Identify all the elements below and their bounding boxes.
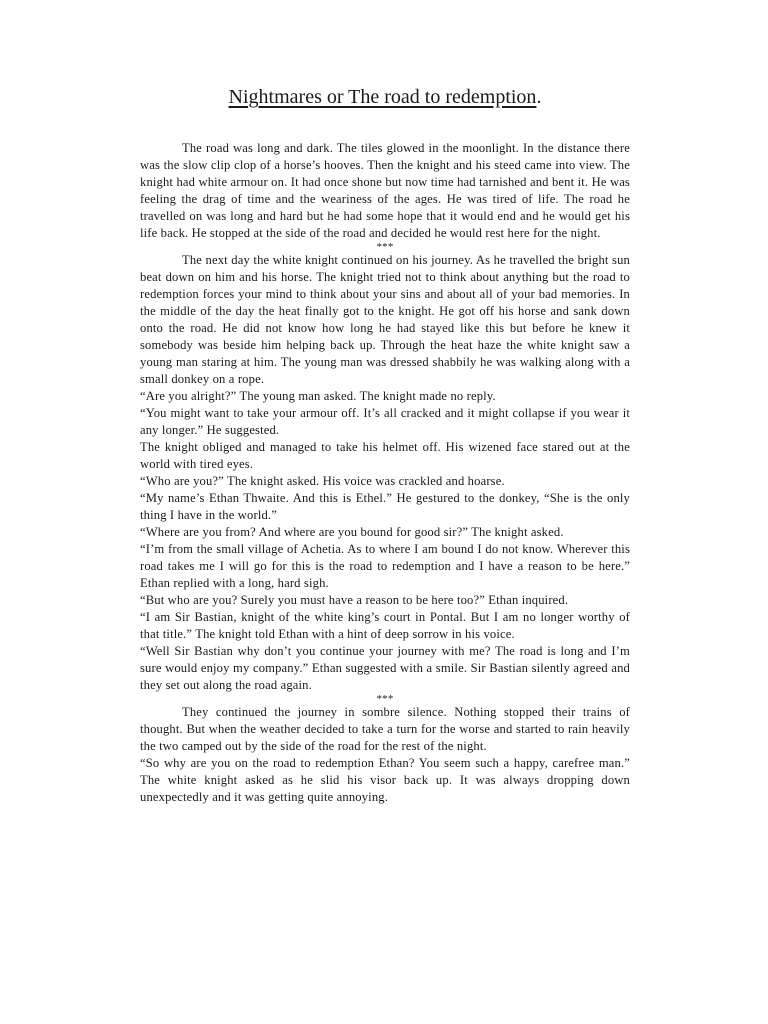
dialogue-line: “My name’s Ethan Thwaite. And this is Ethel.” He gestured to the donkey, “She is the only thing I have in the world.” [140, 491, 630, 522]
dialogue-line: “Who are you?” The knight asked. His voice was crackled and hoarse. [140, 474, 505, 488]
page-title [140, 84, 630, 110]
dialogue-line: “You might want to take your armour off. It’s all cracked and it might collapse if you wear it any longer.” He suggested. [140, 406, 630, 437]
dialogue-line: “I am Sir Bastian, knight of the white king’s court in Pontal. But I am no longer worthy of that title.” The knight told Ethan with a hint of deep sorrow in his voice. [140, 610, 630, 641]
paragraph: The knight obliged and managed to take his helmet off. His wizened face stared out at the world with tired eyes. [140, 440, 630, 471]
paragraph: They continued the journey in sombre silence. Nothing stopped their trains of thought. But when the weather decided to take a turn for the worse and started to rain heavily the two camped out by the side of the road for the rest of the night. [140, 705, 630, 753]
paragraph: The next day the white knight continued on his journey. As he travelled the bright sun beat down on him and his horse. The knight tried not to think about anything but the road to redemption forces your mind to think about your sins and about all of your bad memories. In the middle of the day the heat finally got to the knight. He got off his horse and sank down onto the road. He did not know how long he had stayed like this but before he knew it somebody was beside him helping back up. Through the heat haze the white knight saw a young man staring at him. The young man was dressed shabbily he was walking along with a small donkey on a rope. [140, 253, 630, 386]
dialogue-line: “So why are you on the road to redemption Ethan? You seem such a happy, carefree man.” The white knight asked as he slid his visor back up. It was always dropping down unexpectedly and it was getting quite annoying. [140, 756, 630, 804]
dialogue-line: “But who are you? Surely you must have a reason to be here too?” Ethan inquired. [140, 593, 569, 607]
dialogue-line: “I’m from the small village of Achetia. As to where I am bound I do not know. Wherever this road takes me I will go for this is the road to redemption and I have a reason to be here.” Ethan replied with a long, hard sigh. [140, 542, 630, 590]
dialogue-line: “Where are you from? And where are you bound for good sir?” The knight asked. [140, 525, 564, 539]
dialogue-line: “Are you alright?” The young man asked. The knight made no reply. [140, 389, 496, 403]
dialogue-line: “Well Sir Bastian why don’t you continue your journey with me? The road is long and I’m sure would enjoy my company.” Ethan suggested with a smile. Sir Bastian silently agreed and they set out along the road again. [140, 644, 630, 692]
document-page [140, 84, 630, 806]
page-title-period: . [536, 86, 542, 108]
paragraph: The road was long and dark. The tiles glowed in the moonlight. In the distance there was the slow clip clop of a horse’s hooves. Then the knight and his steed came into view. The knight had white armour on. It had once shone but now time had tarnished and bent it. He was feeling the drag of time and the weariness of the ages. He was tired of life. The road he travelled on was long and hard but he had some hope that it would end and he would get his life back. He stopped at the side of the road and decided he would rest here for the night. [140, 141, 630, 240]
section-separator: *** [376, 241, 394, 253]
story-body [140, 140, 630, 806]
section-separator: *** [376, 693, 394, 705]
page-title-text: Nightmares or The road to redemption [228, 86, 537, 108]
